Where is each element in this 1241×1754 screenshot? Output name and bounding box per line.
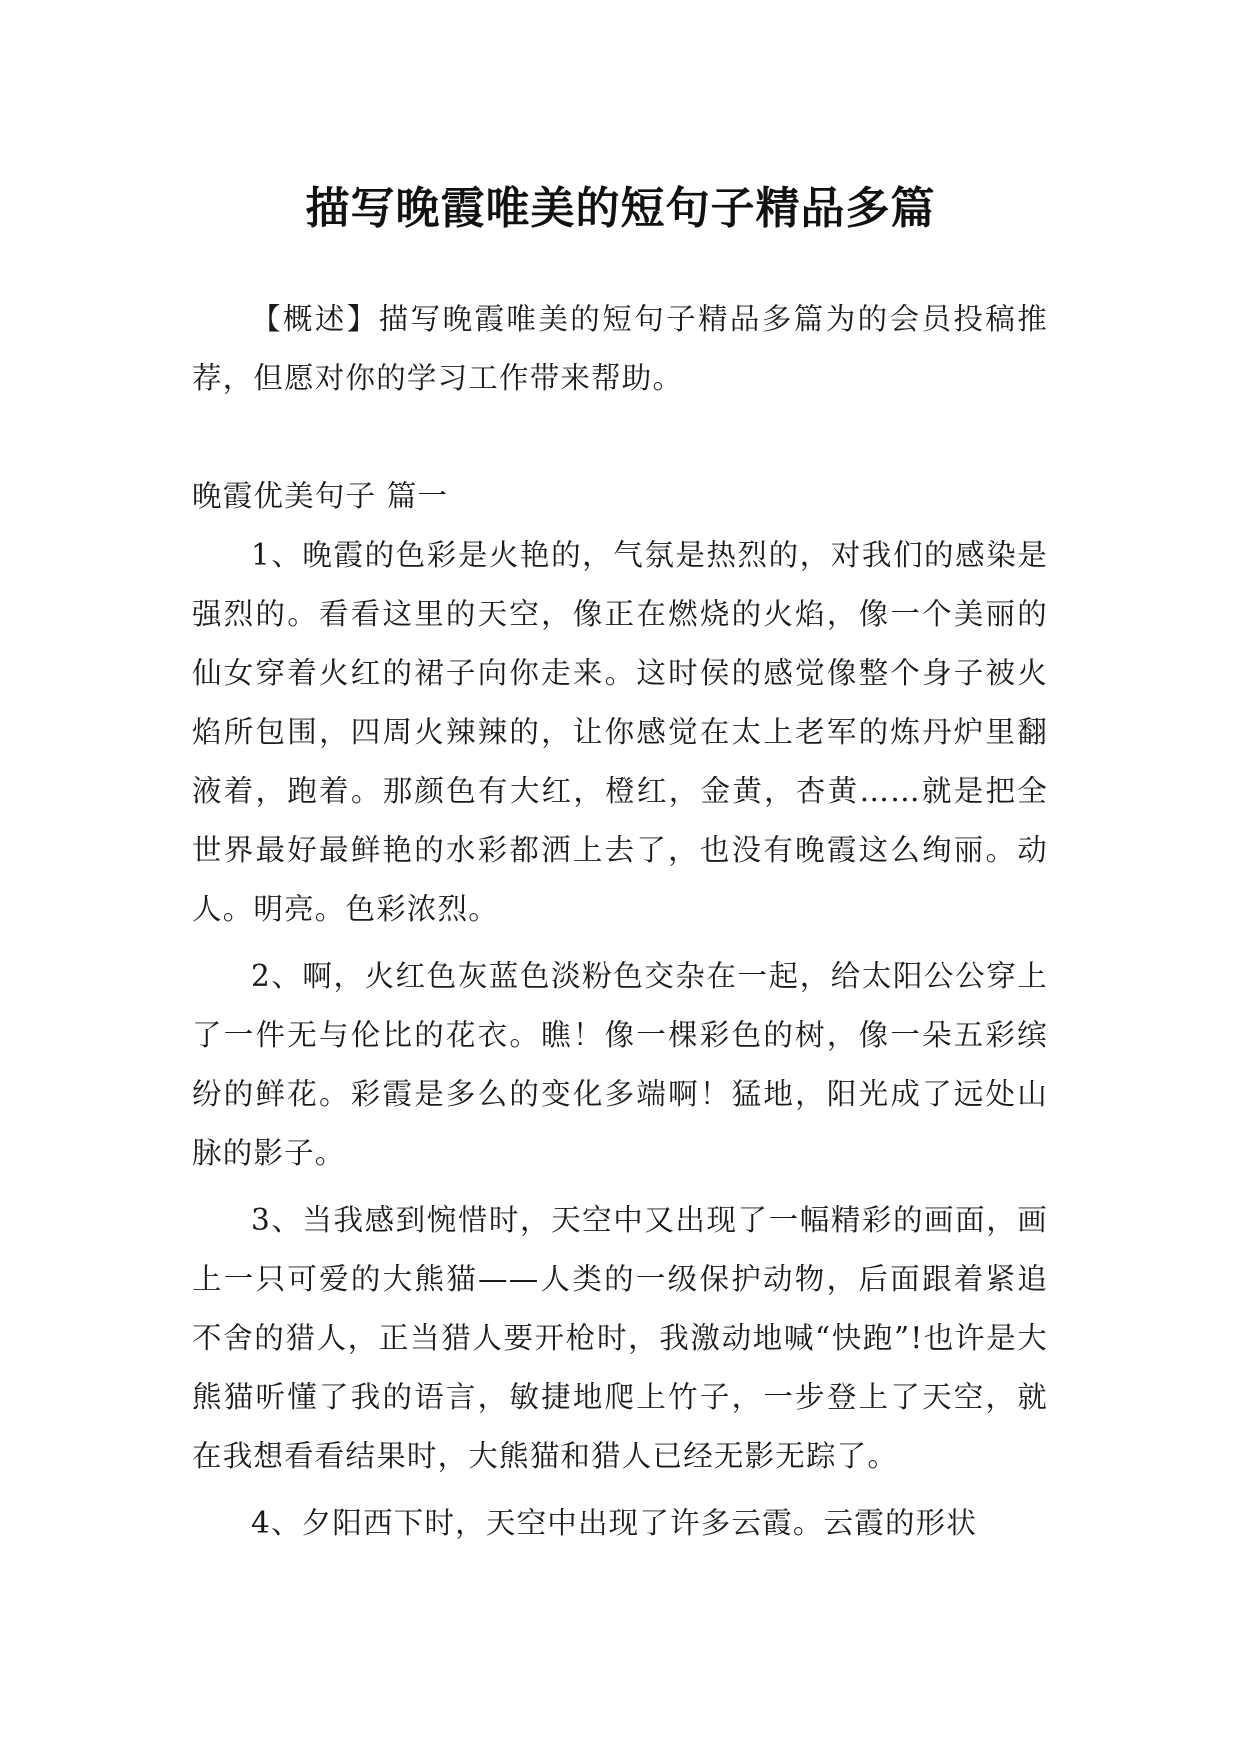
paragraph: 4、夕阳西下时，天空中出现了许多云霞。云霞的形状 [251,1506,978,1540]
document-title: 描写晚霞唯美的短句子精品多篇 [305,183,936,235]
paragraph: 2、啊，火红色灰蓝色淡粉色交杂在一起，给太阳公公穿上了一件无与伦比的花衣。瞧！像一棵彩色的树，像一朵五彩缤纷的鲜花。彩霞是多么的变化多端啊！猛地，阳光成了远处山脉的影子。 [192,959,1048,1170]
paragraph: 3、当我感到惋惜时，天空中又出现了一幅精彩的画面，画上一只可爱的大熊猫——人类的一级保护动物，后面跟着紧追不舍的猎人，正当猎人要开枪时，我激动地喊“快跑”!也许是大熊猫听懂了我的语言，敏捷地爬上竹子，一步登上了天空，就在我想看看结果时，大熊猫和猎人已经无影无踪了。 [192,1203,1048,1473]
summary-paragraph: 【概述】描写晚霞唯美的短句子精品多篇为的会员投稿推荐，但愿对你的学习工作带来帮助。 [192,302,1048,395]
document-body [192,290,1048,1553]
paragraph: 1、晚霞的色彩是火艳的，气氛是热烈的，对我们的感染是强烈的。看看这里的天空，像正在燃烧的火焰，像一个美丽的仙女穿着火红的裙子向你走来。这时侯的感觉像整个身子被火焰所包围，四周火辣辣的，让你感觉在太上老军的炼丹炉里翻液着，跑着。那颜色有大红，橙红，金黄，杏黄……就是把全世界最好最鲜艳的水彩都洒上去了，也没有晚霞这么绚丽。动人。明亮。色彩浓烈。 [192,538,1048,926]
section-heading: 晚霞优美句子 篇一 [192,479,449,513]
